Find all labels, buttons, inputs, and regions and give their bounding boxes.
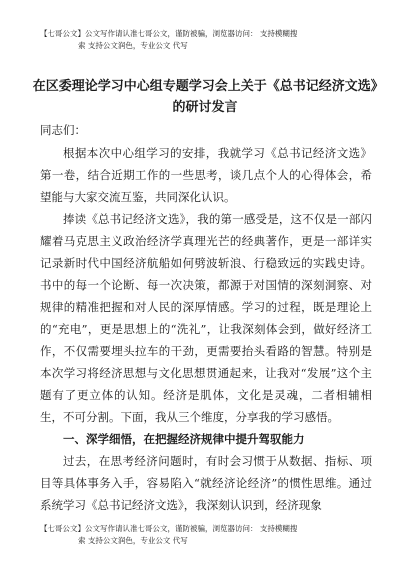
section-heading: 一、深学细悟，在把握经济规律中提升驾驭能力 <box>63 432 305 446</box>
footer-banner-line: 索 支持公文润色，专业公文 代写 <box>78 536 188 545</box>
document-title: 在区委理论学习中心组专题学习会上关于《总书记经济文选》的研讨发言 <box>32 79 378 115</box>
header-banner-line: 索 支持公文润色，专业公文 代写 <box>78 41 188 50</box>
footer-banner-line: 【七哥公文】公文写作请认准七哥公文，谨防被骗，浏览器访问： 支持模糊搜 <box>40 524 298 533</box>
paragraph: 根据本次中心组学习的安排，我就学习《总书记经济文选》第一卷，结合近期工作的一些思考，谈几点个人的心得体会，希望能与大家交流互鉴，共同深化认识。 <box>40 146 372 204</box>
header-banner-line: 【七哥公文】公文写作请认准七哥公文，谨防被骗，浏览器访问： 支持模糊搜 <box>40 29 298 38</box>
header-banner <box>40 28 370 52</box>
salutation: 同志们： <box>40 123 86 137</box>
paragraph: 过去，在思考经济问题时，有时会习惯于从数据、指标、项目等具体事务入手，容易陷入“就经济论经济”的惯性思维。通过系统学习《总书记经济文选》，我深刻认识到，经济现象 <box>40 454 372 512</box>
paragraph: 捧读《总书记经济文选》，我的第一感受是，这不仅是一部闪耀着马克思主义政治经济学真理光芒的经典著作，更是一部详实记录新时代中国经济航船如何劈波斩浪、行稳致远的实践史诗。书中的每一个论断、每一次决策，都源于对国情的深刻洞察、对规律的精准把握和对人民的深厚情感。学习的过程，既是理论上的“充电”，更是思想上的“洗礼”，让我深刻体会到，做好经济工作，不仅需要埋头拉车的干劲，更需要抬头看路的智慧。特别是本次学习将经济思想与文化思想贯通起来，让我对“发展”这个主题有了更立体的认知。经济是肌体，文化是灵魂，二者相辅相生，不可分割。下面，我从三个维度，分享我的学习感悟。 <box>40 212 372 424</box>
footer-banner <box>40 523 370 547</box>
document-body <box>40 142 372 516</box>
